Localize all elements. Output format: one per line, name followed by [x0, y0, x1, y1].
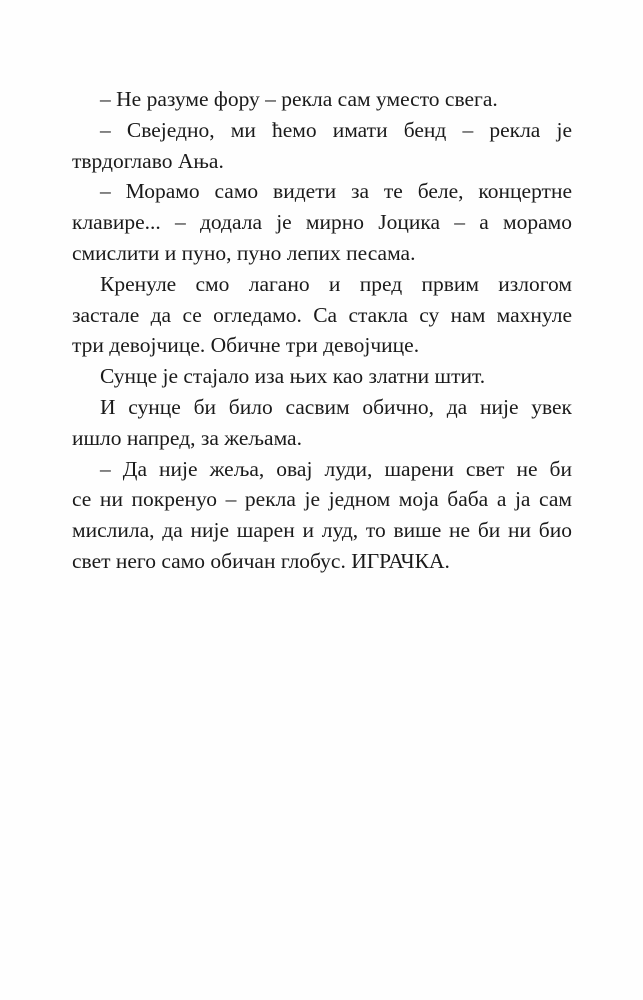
text-line: – Морамо само видети за те беле, концертне	[100, 179, 572, 204]
text-line: – Да није жеља, овај луди, шарени свет не би	[100, 456, 572, 481]
text-line: смислити и пуно, пуно лепих песама.	[72, 240, 416, 265]
text-line: се ни покренуо – рекла је једном моја баба а ја сам	[72, 487, 572, 512]
text-line: – Не разуме фору – рекла сам уместо свега.	[100, 87, 498, 111]
text-line: застале да се огледамо. Са стакла су нам махнуле	[72, 302, 572, 327]
text-line: ишло напред, за жељама.	[72, 425, 302, 450]
text-line: мислила, да није шарен и луд, то више не би ни био	[72, 518, 572, 543]
text-line: Кренуле смо лагано и пред првим излогом	[100, 271, 572, 296]
text-line: Сунце је стајало иза њих као златни штит.	[100, 364, 486, 389]
page-text	[72, 84, 572, 577]
text-line: тврдоглаво Ања.	[72, 148, 224, 173]
text-line: три девојчице. Обичне три девојчице.	[72, 333, 420, 358]
text-line: И сунце би било сасвим обично, да није увек	[100, 394, 572, 419]
text-line: свет него само обичан глобус. ИГРАЧКА.	[72, 548, 450, 573]
text-line: – Свеједно, ми ћемо имати бенд – рекла је	[100, 117, 572, 142]
text-line: клавире... – додала је мирно Јоцика – а морамо	[72, 210, 572, 235]
